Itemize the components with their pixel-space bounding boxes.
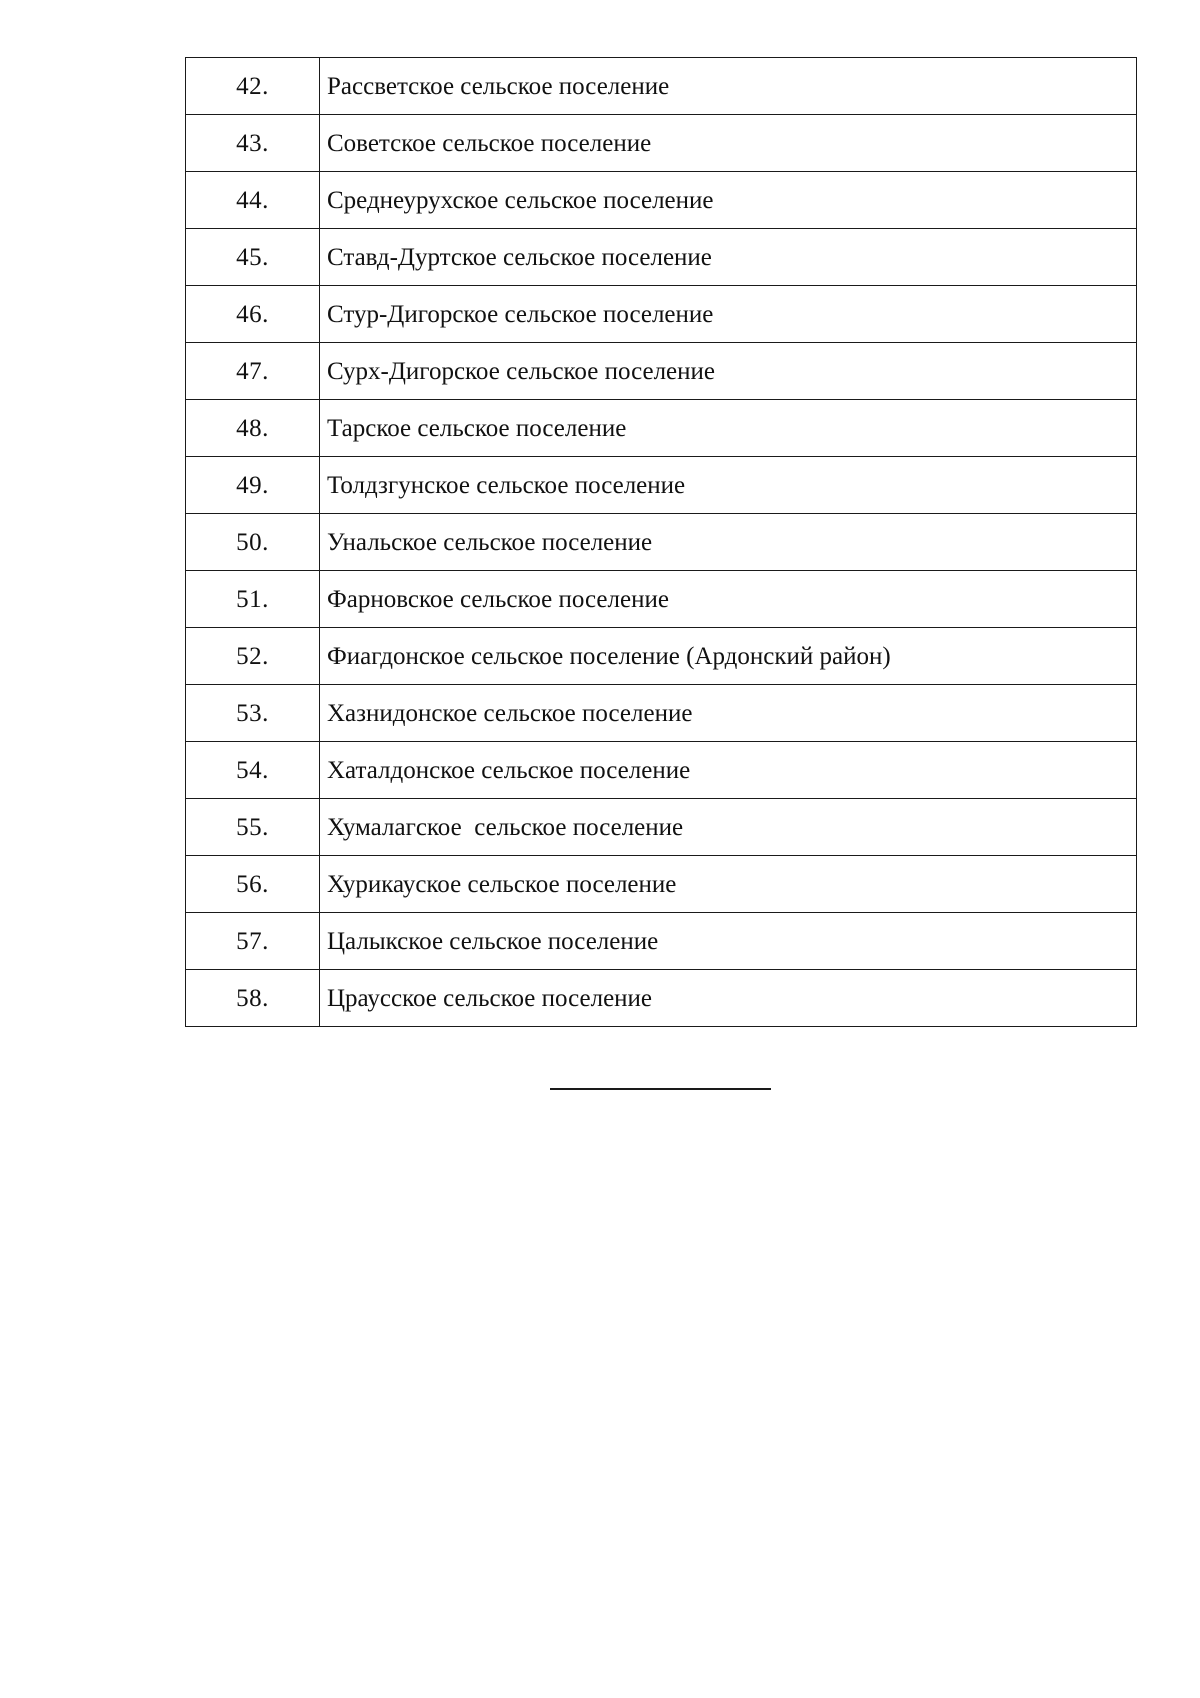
table-row xyxy=(186,343,1137,400)
row-number: 50. xyxy=(186,514,320,571)
table-row xyxy=(186,685,1137,742)
table-row xyxy=(186,229,1137,286)
table-row xyxy=(186,628,1137,685)
settlement-name: Среднеурухское сельское поселение xyxy=(320,172,1137,229)
row-number: 53. xyxy=(186,685,320,742)
table-row xyxy=(186,970,1137,1027)
settlement-name: Хаталдонское сельское поселение xyxy=(320,742,1137,799)
row-number: 52. xyxy=(186,628,320,685)
table-row xyxy=(186,457,1137,514)
row-number: 42. xyxy=(186,58,320,115)
table-row xyxy=(186,514,1137,571)
table-row xyxy=(186,799,1137,856)
row-number: 48. xyxy=(186,400,320,457)
settlement-name: Сурх-Дигорское сельское поселение xyxy=(320,343,1137,400)
row-number: 54. xyxy=(186,742,320,799)
settlements-table xyxy=(185,57,1137,1027)
row-number: 47. xyxy=(186,343,320,400)
settlement-name: Хумалагское сельское поселение xyxy=(320,799,1137,856)
table-row xyxy=(186,856,1137,913)
row-number: 56. xyxy=(186,856,320,913)
settlement-name: Советское сельское поселение xyxy=(320,115,1137,172)
row-number: 46. xyxy=(186,286,320,343)
settlement-name: Унальское сельское поселение xyxy=(320,514,1137,571)
row-number: 44. xyxy=(186,172,320,229)
settlement-name: Хазнидонское сельское поселение xyxy=(320,685,1137,742)
settlement-name: Хурикауское сельское поселение xyxy=(320,856,1137,913)
settlement-name: Ставд-Дуртское сельское поселение xyxy=(320,229,1137,286)
table-row xyxy=(186,742,1137,799)
row-number: 49. xyxy=(186,457,320,514)
settlement-name: Цраусское сельское поселение xyxy=(320,970,1137,1027)
row-number: 58. xyxy=(186,970,320,1027)
table-row xyxy=(186,913,1137,970)
settlement-name: Толдзгунское сельское поселение xyxy=(320,457,1137,514)
row-number: 43. xyxy=(186,115,320,172)
end-of-list-rule xyxy=(550,1088,771,1090)
row-number: 45. xyxy=(186,229,320,286)
table-row xyxy=(186,172,1137,229)
settlement-name: Цалыкское сельское поселение xyxy=(320,913,1137,970)
settlement-name: Фарновское сельское поселение xyxy=(320,571,1137,628)
settlement-name: Тарское сельское поселение xyxy=(320,400,1137,457)
table-row xyxy=(186,571,1137,628)
row-number: 57. xyxy=(186,913,320,970)
row-number: 51. xyxy=(186,571,320,628)
settlements-table-body xyxy=(186,58,1137,1027)
row-number: 55. xyxy=(186,799,320,856)
settlement-name: Стур-Дигорское сельское поселение xyxy=(320,286,1137,343)
table-row xyxy=(186,58,1137,115)
table-row xyxy=(186,400,1137,457)
settlement-name: Рассветское сельское поселение xyxy=(320,58,1137,115)
table-row xyxy=(186,115,1137,172)
table-row xyxy=(186,286,1137,343)
settlement-name: Фиагдонское сельское поселение (Ардонский район) xyxy=(320,628,1137,685)
